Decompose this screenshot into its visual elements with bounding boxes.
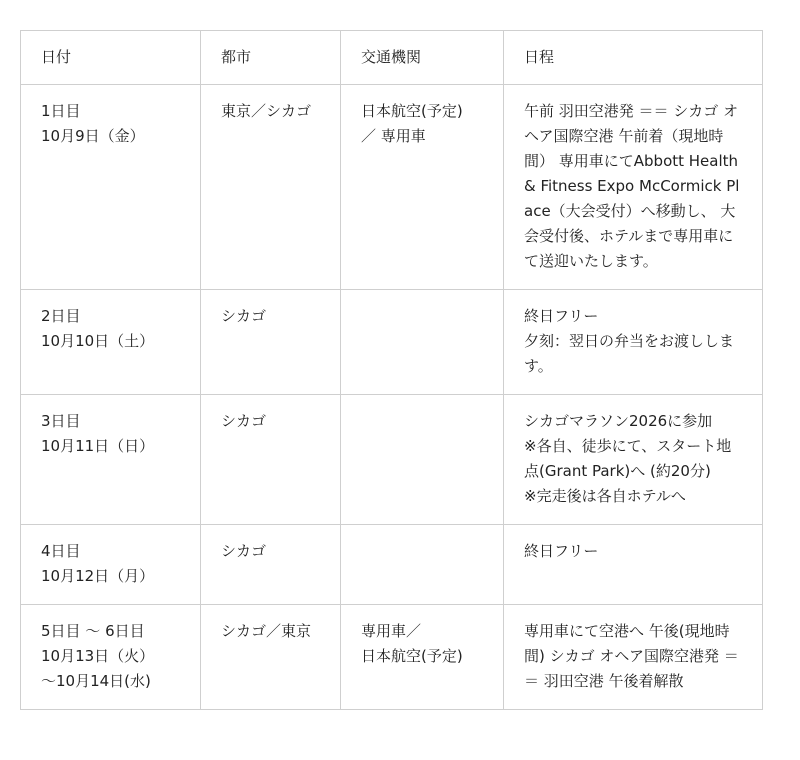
header-schedule: 日程	[504, 31, 763, 85]
date-cell	[21, 605, 201, 710]
schedule-line: 夕刻：翌日の弁当をお渡しします。	[524, 332, 735, 375]
date-label: 10月10日（土）	[41, 332, 155, 350]
city-label: シカゴ	[221, 542, 267, 560]
schedule-line: ※完走後は各自ホテルへ	[524, 487, 686, 505]
city-cell	[201, 525, 341, 605]
schedule-cell	[504, 525, 763, 605]
transport-line: 専用車／	[361, 622, 422, 640]
header-date: 日付	[21, 31, 201, 85]
schedule-cell	[504, 290, 763, 395]
schedule-line: 専用車にて空港へ 午後(現地時間) シカゴ オヘア国際空港発 ＝＝ 羽田空港 午後着解散	[524, 622, 739, 690]
transport-cell	[341, 85, 504, 290]
city-cell	[201, 395, 341, 525]
date-cell	[21, 395, 201, 525]
transport-cell	[341, 605, 504, 710]
date-cell	[21, 525, 201, 605]
header-transport: 交通機関	[341, 31, 504, 85]
schedule-line: 午前 羽田空港発 ＝＝ シカゴ オヘア国際空港 午前着（現地時間） 専用車にてAbbott Health & Fitness Expo McCormick Place（大会受付）へ移動し、 大会受付後、ホテルまで専用車にて送迎いたします。	[524, 102, 740, 270]
transport-line: ／ 専用車	[361, 127, 426, 145]
header-city: 都市	[201, 31, 341, 85]
date-label: 〜10月14日(水)	[41, 672, 151, 690]
date-cell	[21, 290, 201, 395]
transport-line: 日本航空(予定)	[361, 647, 463, 665]
schedule-line: 終日フリー	[524, 542, 599, 560]
header-row	[21, 31, 763, 85]
schedule-line: シカゴマラソン2026に参加	[524, 412, 713, 430]
city-cell	[201, 85, 341, 290]
date-label: 10月11日（日）	[41, 437, 155, 455]
schedule-cell	[504, 605, 763, 710]
city-label: シカゴ	[221, 307, 267, 325]
schedule-line: 終日フリー	[524, 307, 599, 325]
city-label: シカゴ	[221, 412, 267, 430]
date-cell	[21, 85, 201, 290]
day-label: 3日目	[41, 412, 81, 430]
transport-cell	[341, 290, 504, 395]
day-label: 4日目	[41, 542, 81, 560]
table-row	[21, 525, 763, 605]
itinerary-table	[20, 30, 763, 710]
day-label: 5日目 〜 6日目	[41, 622, 145, 640]
city-cell	[201, 290, 341, 395]
transport-line: 日本航空(予定)	[361, 102, 463, 120]
city-label: 東京／シカゴ	[221, 102, 312, 120]
date-label: 10月9日（金）	[41, 127, 145, 145]
schedule-cell	[504, 85, 763, 290]
city-label: シカゴ／東京	[221, 622, 312, 640]
schedule-cell	[504, 395, 763, 525]
transport-cell	[341, 525, 504, 605]
table-row	[21, 85, 763, 290]
city-cell	[201, 605, 341, 710]
table-row	[21, 395, 763, 525]
schedule-line: ※各自、徒歩にて、スタート地点(Grant Park)へ (約20分)	[524, 437, 732, 480]
table-row	[21, 605, 763, 710]
day-label: 2日目	[41, 307, 81, 325]
table-row	[21, 290, 763, 395]
date-label: 10月12日（月）	[41, 567, 155, 585]
date-label: 10月13日（火）	[41, 647, 155, 665]
day-label: 1日目	[41, 102, 81, 120]
transport-cell	[341, 395, 504, 525]
